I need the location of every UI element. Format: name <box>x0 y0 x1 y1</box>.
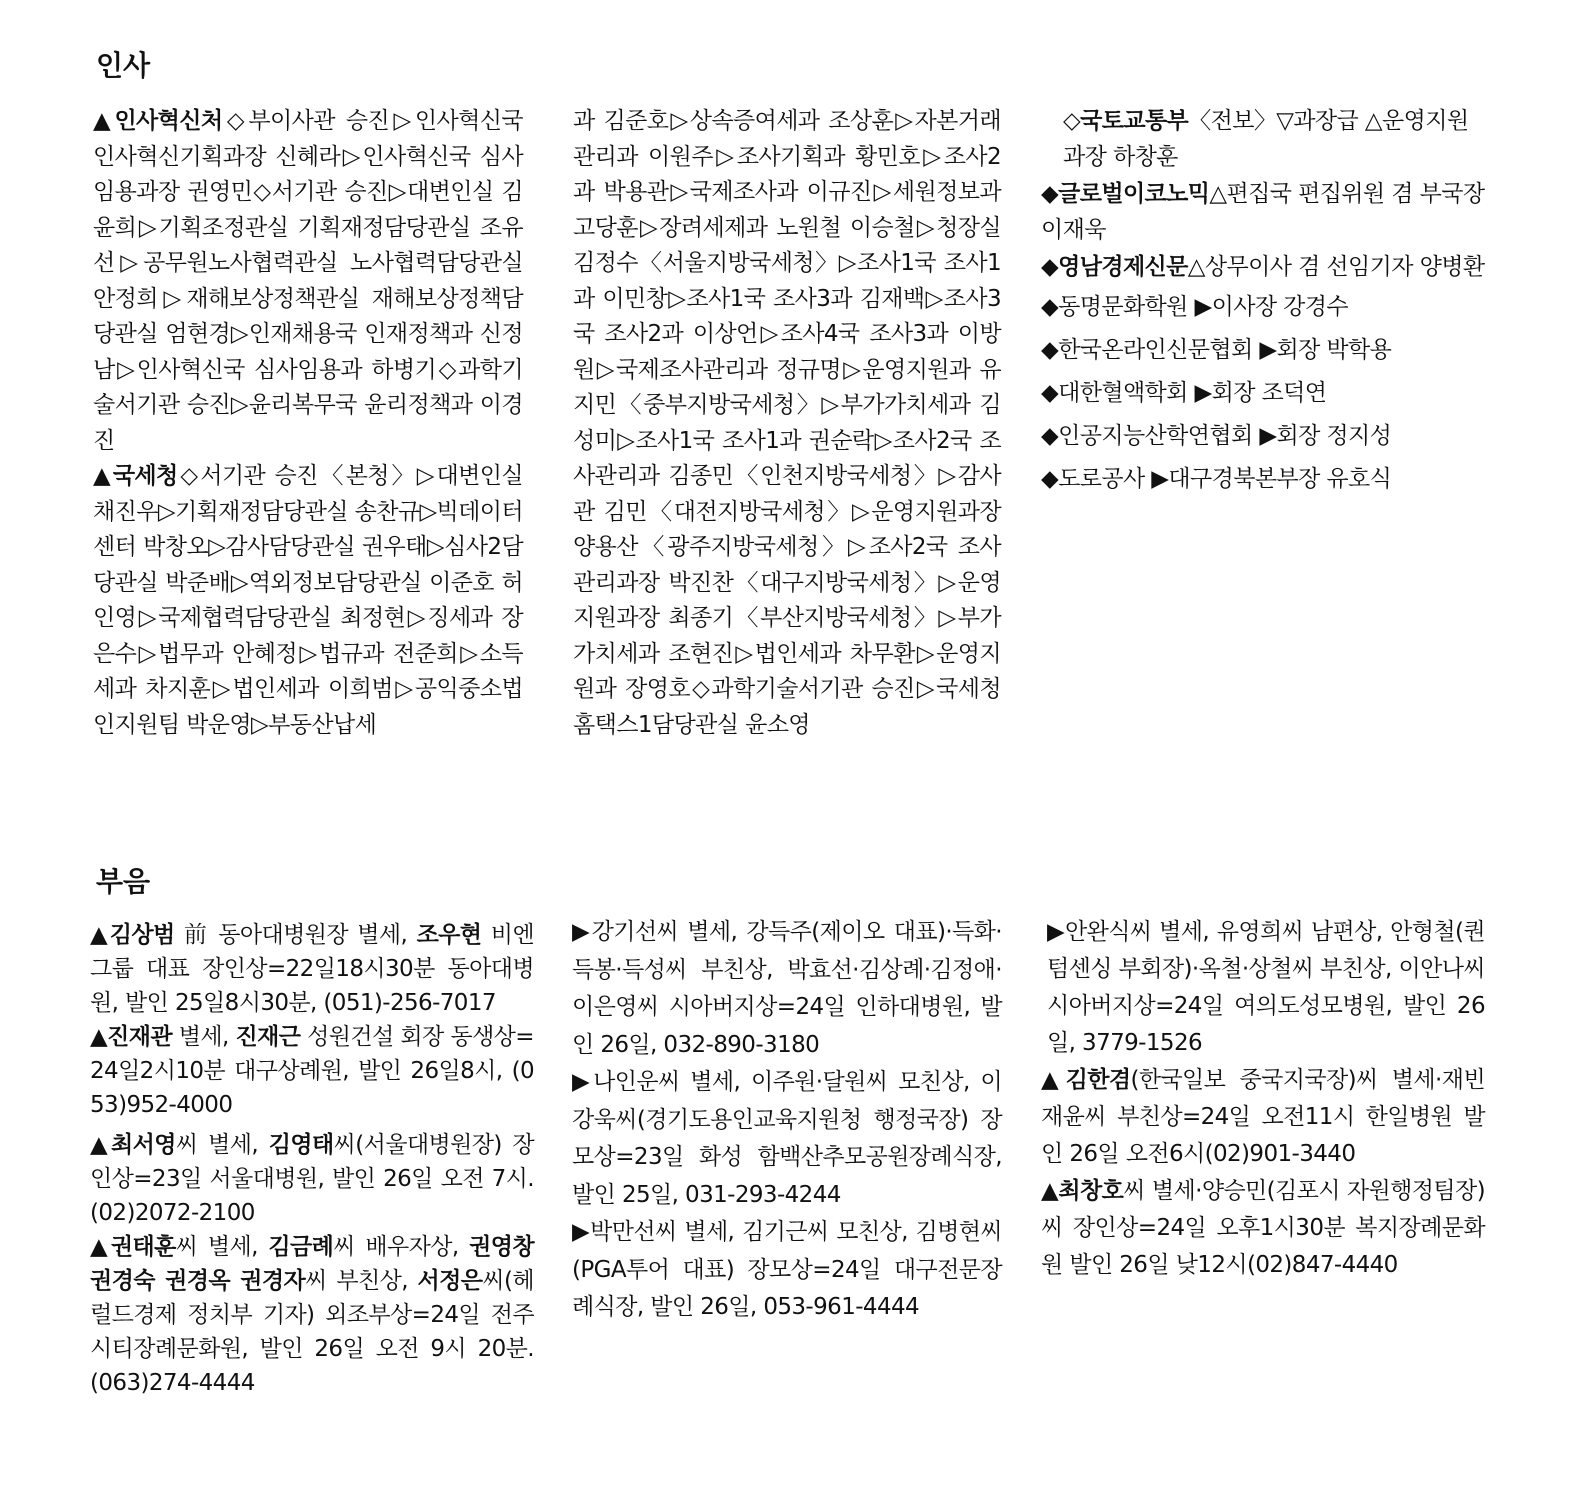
org-name: ▲인사혁신처 <box>93 108 223 134</box>
list-item: ◆인공지능산학연협회 ▶회장 정지성 <box>1041 422 1392 449</box>
obituaries-column-1 <box>90 918 534 1400</box>
obituary-entry: ▶강기선씨 별세, 강득주(제이오 대표)·득화·득봉·득성씨 부친상, 박효선·김상례·김정애·이은영씨 시아버지상=24일 인하대병원, 발인 26일, 032-890-3180 <box>572 919 1002 1058</box>
org-name: ◆영남경제신문 <box>1041 254 1188 280</box>
entry-text: 과 김준호▷상속증여세과 조상훈▷자본거래관리과 이원주▷조사기획과 황민호▷조사2과 박용관▷국제조사과 이규진▷세원정보과 고당훈▷장려세제과 노원철 이승철▷청장실 김정수〈서울지방국세청〉▷조사1국 조사1과 이민창▷조사1국 조사3과 김재백▷조사3국 조사2과 이상언▷조사4국 조사3과 이방원▷국제조사관리과 정규명▷운영지원과 유지민〈중부지방국세청〉▷부가가치세과 김성미▷조사1국 조사1과 권순락▷조사2국 조사관리과 김종민〈인천지방국세청〉▷감사관 김민〈대전지방국세청〉▷운영지원과장 양용산〈광주지방국세청〉▷조사2국 조사관리과장 박진찬〈대구지방국세청〉▷운영지원과장 최종기〈부산지방국세청〉▷부가가치세과 조현진▷법인세과 차무환▷운영지원과 장영호◇과학기술서기관 승진▷국세청 홈택스1담당관실 윤소영 <box>573 108 1001 738</box>
entry-text: 씨 부친상, <box>305 1268 418 1294</box>
obituaries-column-2 <box>572 914 1002 1327</box>
person-name: ▲권태훈 <box>90 1234 176 1260</box>
entry-text: 씨 별세, <box>175 1234 269 1260</box>
appointments-column-2 <box>573 104 1001 743</box>
appointments-column-1 <box>93 104 523 743</box>
person-name: ▲진재관 <box>90 1024 173 1050</box>
entry-text: 비엔그룹 대표 장인상=22일18시30분 동아대병원, 발인 25일8시30분, (051)-256-7017 <box>90 922 534 1016</box>
entry-text: △상무이사 겸 선임기자 양병환 <box>1187 254 1485 280</box>
appointment-entry <box>1041 104 1485 175</box>
person-name: 권영창 권경숙 권경옥 권경자 <box>90 1234 534 1294</box>
list-item: ◆한국온라인신문협회 ▶회장 박학용 <box>1041 336 1392 363</box>
person-name: 조우현 <box>416 922 482 948</box>
obituaries-heading: 부음 <box>96 865 151 898</box>
entry-text: 〈전보〉▽과장급 △운영지원과장 하창훈 <box>1063 108 1469 170</box>
obituaries-column-3 <box>1041 914 1485 1284</box>
org-name: ◇국토교통부 <box>1063 108 1189 134</box>
entry-text: 前 동아대병원장 별세, <box>174 922 417 948</box>
entry-text: 씨 배우자상, <box>333 1234 470 1260</box>
obituary-entry: ▶박만선씨 별세, 김기근씨 모친상, 김병현씨(PGA투어 대표) 장모상=24일 대구전문장례식장, 발인 26일, 053-961-4444 <box>572 1219 1002 1320</box>
appointment-entry <box>1041 177 1485 248</box>
appointment-entry <box>93 104 523 459</box>
obituary-entry <box>90 1020 534 1122</box>
entry-text: △편집국 편집위원 겸 부국장 이재욱 <box>1041 181 1485 243</box>
appointment-entry <box>1041 250 1485 286</box>
list-item: ◆대한혈액학회 ▶회장 조덕연 <box>1041 379 1327 406</box>
obituary-entry: ▶나인운씨 별세, 이주원·달원씨 모친상, 이강욱씨(경기도용인교육지원청 행정국장) 장모상=23일 화성 함백산추모공원장례식장, 발인 25일, 031-293-4244 <box>572 1069 1002 1208</box>
obituary-entry <box>90 918 534 1020</box>
obituary-entry <box>90 1128 534 1230</box>
org-name: ◆글로벌이코노믹 <box>1041 181 1210 207</box>
person-name: ▲최서영 <box>90 1132 176 1158</box>
entry-text: 별세, <box>172 1024 236 1050</box>
entry-text: ◇서기관 승진〈본청〉▷대변인실 채진우▷기획재정담당관실 송찬규▷빅데이터센터 박창오▷감사담당관실 권우태▷심사2담당관실 박준배▷역외정보담당관실 이준호 허인영▷국제협력담당관실 최정현▷징세과 장은수▷법무과 안혜정▷법규과 전준희▷소득세과 차지훈▷법인세과 이희범▷공익중소법인지원팀 박운영▷부동산납세 <box>93 463 524 738</box>
person-name: 김금례 <box>268 1234 334 1260</box>
entry-text: 씨 별세·양승민(김포시 자원행정팀장)씨 장인상=24일 오후1시30분 복지장례문화원 발인 26일 낮12시(02)847-4440 <box>1041 1178 1485 1278</box>
person-name: ▲최창호 <box>1041 1178 1124 1204</box>
org-name: ▲국세청 <box>93 463 178 489</box>
person-name: 서정은 <box>417 1268 483 1294</box>
person-name: ▲김상범 <box>90 922 175 948</box>
person-name: ▲김한겸 <box>1041 1067 1131 1093</box>
entry-text: ◇부이사관 승진▷인사혁신국 인사혁신기획과장 신혜라▷인사혁신국 심사임용과장 권영민◇서기관 승진▷대변인실 김윤희▷기획조정관실 기획재정담당관실 조유선▷공무원노사협력관실 노사협력담당관실 안정희▷재해보상정책관실 재해보상정책담당관실 엄현경▷인재채용국 인재정책과 신정남▷인사혁신국 심사임용과 하병기◇과학기술서기관 승진▷윤리복무국 윤리정책과 이경진 <box>93 108 524 454</box>
entry-text: (한국일보 중국지국장)씨 별세·재빈 재윤씨 부친상=24일 오전11시 한일병원 발인 26일 오전6시(02)901-3440 <box>1041 1067 1485 1167</box>
entry-text: 씨(헤럴드경제 정치부 기자) 외조부상=24일 전주 시티장례문화원, 발인 26일 오전 9시 20분. (063)274-4444 <box>90 1268 534 1396</box>
obituary-entry <box>1041 1173 1485 1284</box>
entry-text: 성원건설 회장 동생상=24일2시10분 대구상례원, 발인 26일8시, (053)952-4000 <box>90 1024 534 1118</box>
list-item: ◆도로공사 ▶대구경북본부장 유호식 <box>1041 465 1392 492</box>
obituary-entry <box>1041 1062 1485 1173</box>
appointments-column-3 <box>1041 104 1485 501</box>
obituary-entry <box>90 1230 534 1400</box>
person-name: 진재근 <box>235 1024 301 1050</box>
entry-text: 씨(서울대병원장) 장인상=23일 서울대병원, 발인 26일 오전 7시. (02)2072-2100 <box>90 1132 534 1226</box>
list-item: ◆동명문화학원 ▶이사장 강경수 <box>1041 293 1349 320</box>
appointment-entry <box>93 459 523 743</box>
obituary-entry: ▶안완식씨 별세, 유영희씨 남편상, 안형철(퀀텀센싱 부회장)·옥철·상철씨 부친상, 이안나씨 시아버지상=24일 여의도성모병원, 발인 26일, 3779-1526 <box>1047 919 1485 1056</box>
person-name: 김영태 <box>268 1132 334 1158</box>
entry-text: 씨 별세, <box>175 1132 269 1158</box>
appointments-heading: 인사 <box>96 49 151 82</box>
